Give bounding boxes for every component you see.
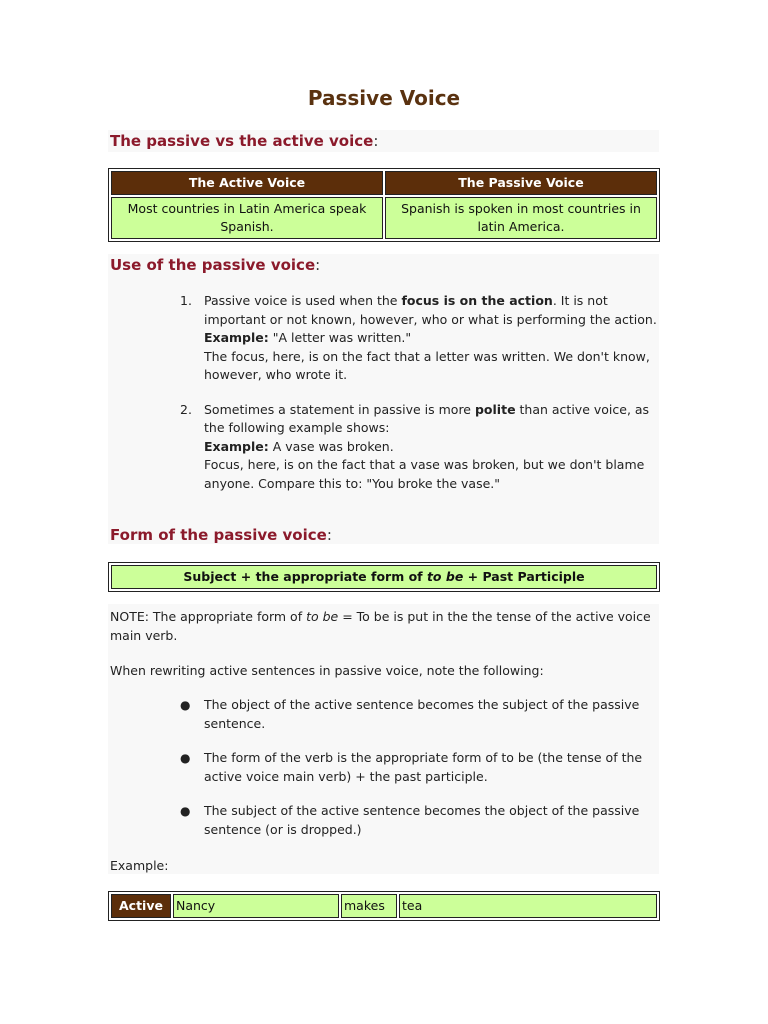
comparison-table: [108, 168, 660, 242]
item-text: Passive voice is used when the: [204, 293, 402, 308]
bullet-icon: ●: [180, 698, 191, 712]
bullet-text: The form of the verb is the appropriate form of to be (the tense of the active voice main verb) + the past participle.: [204, 750, 643, 784]
heading-colon: :: [373, 132, 379, 150]
list-number: 2.: [180, 401, 192, 417]
example-label: Example:: [110, 858, 169, 873]
example-text: "A letter was written.": [268, 330, 412, 345]
cell-object: tea: [399, 894, 657, 918]
item-text-end: . It is not important or not known, however, who or what is performing the action.: [204, 293, 657, 327]
use-list: [180, 292, 660, 493]
header-active-voice: The Active Voice: [111, 171, 383, 195]
formula-table: [108, 562, 660, 592]
example-label: Example:: [204, 438, 269, 454]
item-text-end: than active voice, as the following example shows:: [204, 401, 650, 435]
item-text: Sometimes a statement in passive is more: [204, 401, 475, 417]
formula-italic: to be: [426, 569, 464, 584]
heading-text: Form of the passive voice: [110, 526, 327, 544]
page-title: Passive Voice: [307, 86, 461, 110]
cell-subject: Nancy: [173, 894, 339, 918]
bullet-text: The object of the active sentence becomes the subject of the passive sentence.: [204, 697, 640, 731]
note-text: NOTE: The appropriate form of: [110, 609, 307, 624]
cell-verb: makes: [341, 894, 397, 918]
section-heading-use: [110, 256, 320, 274]
row-label-active: Active: [111, 894, 171, 918]
list-item: [180, 292, 660, 385]
heading-colon: :: [326, 526, 332, 544]
cell-active-example: Most countries in Latin America speak Spanish.: [111, 197, 383, 239]
note-paragraph: [110, 607, 660, 645]
formula-part1: Subject + the appropriate form of: [183, 569, 427, 584]
cell-passive-example: Spanish is spoken in most countries in latin America.: [385, 197, 657, 239]
header-passive-voice: The Passive Voice: [385, 171, 657, 195]
section-heading-form: [110, 526, 332, 544]
heading-text: The passive vs the active voice: [110, 132, 374, 150]
item-bold: focus is on the action: [401, 293, 553, 308]
bullet-icon: ●: [180, 751, 191, 765]
example-text: A vase was broken.: [268, 438, 394, 454]
list-item: [180, 401, 660, 494]
list-item: [180, 749, 660, 786]
item-bold: polite: [474, 401, 516, 417]
bullet-text: The subject of the active sentence becomes the object of the passive sentence (or is dropped.): [204, 803, 640, 837]
list-item: [180, 696, 660, 733]
item-explanation: Focus, here, is on the fact that a vase was broken, but we don't blame anyone. Compare this to: "You broke the vase.": [204, 457, 645, 491]
bullet-icon: ●: [180, 804, 191, 818]
example-table: [108, 891, 660, 921]
note-text-end: = To be is put in the the tense of the active voice main verb.: [110, 609, 651, 643]
section-heading-passive-vs-active: [110, 132, 378, 150]
example-label: Example:: [204, 330, 269, 345]
heading-colon: :: [315, 256, 321, 274]
formula-part2: + Past Participle: [463, 569, 585, 584]
heading-text: Use of the passive voice: [110, 256, 316, 274]
list-number: 1.: [180, 293, 192, 308]
rules-list: [180, 696, 660, 839]
list-item: [180, 802, 660, 839]
item-explanation: The focus, here, is on the fact that a letter was written. We don't know, however, who wrote it.: [204, 348, 650, 382]
formula-cell: [111, 565, 657, 589]
note-italic: to be: [306, 609, 339, 624]
intro-paragraph: When rewriting active sentences in passive voice, note the following:: [110, 663, 544, 678]
